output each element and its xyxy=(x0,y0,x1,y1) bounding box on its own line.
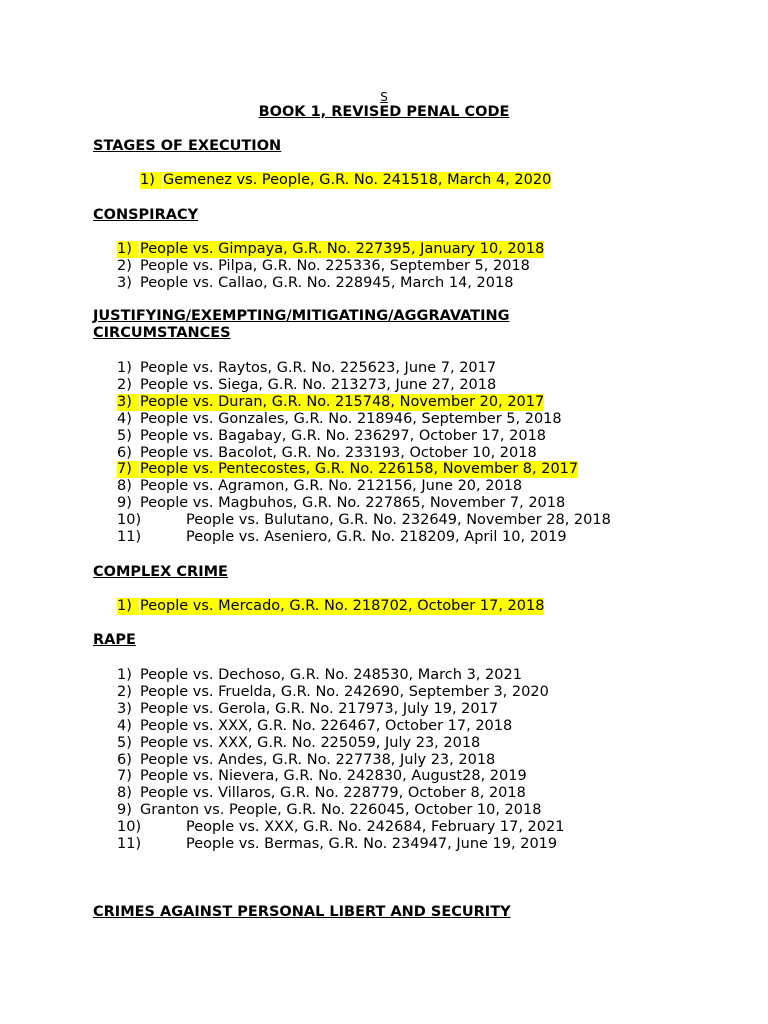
case-number: 10) xyxy=(117,512,142,528)
case-number: 10) xyxy=(117,819,142,835)
case-citation: People vs. Gonzales, G.R. No. 218946, September 5, 2018 xyxy=(140,411,562,427)
case-citation: People vs. XXX, G.R. No. 225059, July 23, 2018 xyxy=(140,735,481,751)
case-number: 1) xyxy=(117,360,132,376)
case-citation: People vs. Bulutano, G.R. No. 232649, November 28, 2018 xyxy=(186,512,611,528)
case-citation: People vs. Magbuhos, G.R. No. 227865, November 7, 2018 xyxy=(140,495,566,511)
case-citation: People vs. Gerola, G.R. No. 217973, July 19, 2017 xyxy=(140,701,499,717)
section-heading: CONSPIRACY xyxy=(93,207,199,223)
case-citation: People vs. Mercado, G.R. No. 218702, October 17, 2018 xyxy=(140,598,545,614)
case-citation: People vs. Pilpa, G.R. No. 225336, September 5, 2018 xyxy=(140,258,530,274)
section-heading: CRIMES AGAINST PERSONAL LIBERT AND SECURITY xyxy=(93,904,511,920)
case-number: 5) xyxy=(117,735,132,751)
case-number: 4) xyxy=(117,718,132,734)
case-citation: People vs. Bacolot, G.R. No. 233193, October 10, 2018 xyxy=(140,445,537,461)
case-number: 11) xyxy=(117,836,142,852)
case-citation: People vs. XXX, G.R. No. 226467, October 17, 2018 xyxy=(140,718,513,734)
case-number: 2) xyxy=(117,684,132,700)
document-title: BOOK 1, REVISED PENAL CODE xyxy=(258,104,510,120)
case-citation: People vs. Pentecostes, G.R. No. 226158, November 8, 2017 xyxy=(140,461,579,477)
case-citation: People vs. Nievera, G.R. No. 242830, August28, 2019 xyxy=(140,768,527,784)
case-citation: People vs. Raytos, G.R. No. 225623, June 7, 2017 xyxy=(140,360,497,376)
case-citation: People vs. Bagabay, G.R. No. 236297, October 17, 2018 xyxy=(140,428,547,444)
case-number: 4) xyxy=(117,411,132,427)
case-citation: Granton vs. People, G.R. No. 226045, October 10, 2018 xyxy=(140,802,542,818)
section-heading: COMPLEX CRIME xyxy=(93,564,228,580)
case-number: 5) xyxy=(117,428,132,444)
case-number: 1) xyxy=(117,598,139,615)
case-citation: People vs. XXX, G.R. No. 242684, February 17, 2021 xyxy=(186,819,565,835)
case-number: 3) xyxy=(117,701,132,717)
section-heading: CIRCUMSTANCES xyxy=(93,325,231,341)
case-citation: People vs. Dechoso, G.R. No. 248530, March 3, 2021 xyxy=(140,667,522,683)
case-number: 11) xyxy=(117,529,142,545)
case-citation: People vs. Fruelda, G.R. No. 242690, September 3, 2020 xyxy=(140,684,549,700)
case-number: 2) xyxy=(117,377,132,393)
section-heading: JUSTIFYING/EXEMPTING/MITIGATING/AGGRAVATING xyxy=(93,308,510,324)
case-number: 6) xyxy=(117,752,132,768)
case-number: 3) xyxy=(117,275,132,291)
case-number: 7) xyxy=(117,768,132,784)
case-citation: People vs. Gimpaya, G.R. No. 227395, January 10, 2018 xyxy=(140,241,545,257)
case-number: 6) xyxy=(117,445,132,461)
case-citation: People vs. Andes, G.R. No. 227738, July 23, 2018 xyxy=(140,752,496,768)
case-number: 8) xyxy=(117,785,132,801)
case-number: 9) xyxy=(117,495,132,511)
section-heading: STAGES OF EXECUTION xyxy=(93,138,282,154)
case-citation: People vs. Agramon, G.R. No. 212156, June 20, 2018 xyxy=(140,478,523,494)
case-citation: People vs. Siega, G.R. No. 213273, June 27, 2018 xyxy=(140,377,497,393)
case-citation: People vs. Duran, G.R. No. 215748, November 20, 2017 xyxy=(140,394,545,410)
case-citation: People vs. Bermas, G.R. No. 234947, June 19, 2019 xyxy=(186,836,558,852)
case-number: 2) xyxy=(117,258,132,274)
case-citation: People vs. Villaros, G.R. No. 228779, October 8, 2018 xyxy=(140,785,526,801)
case-number: 1) xyxy=(117,241,139,258)
case-citation: People vs. Aseniero, G.R. No. 218209, April 10, 2019 xyxy=(186,529,567,545)
case-citation: Gemenez vs. People, G.R. No. 241518, March 4, 2020 xyxy=(163,172,552,188)
case-number: 7) xyxy=(117,461,139,478)
section-heading: RAPE xyxy=(93,632,136,648)
case-citation: People vs. Callao, G.R. No. 228945, March 14, 2018 xyxy=(140,275,514,291)
case-number: 8) xyxy=(117,478,132,494)
case-number: 9) xyxy=(117,802,132,818)
case-number: 3) xyxy=(117,394,139,411)
case-number: 1) xyxy=(140,172,162,189)
page-marker: S xyxy=(380,90,388,104)
case-number: 1) xyxy=(117,667,132,683)
